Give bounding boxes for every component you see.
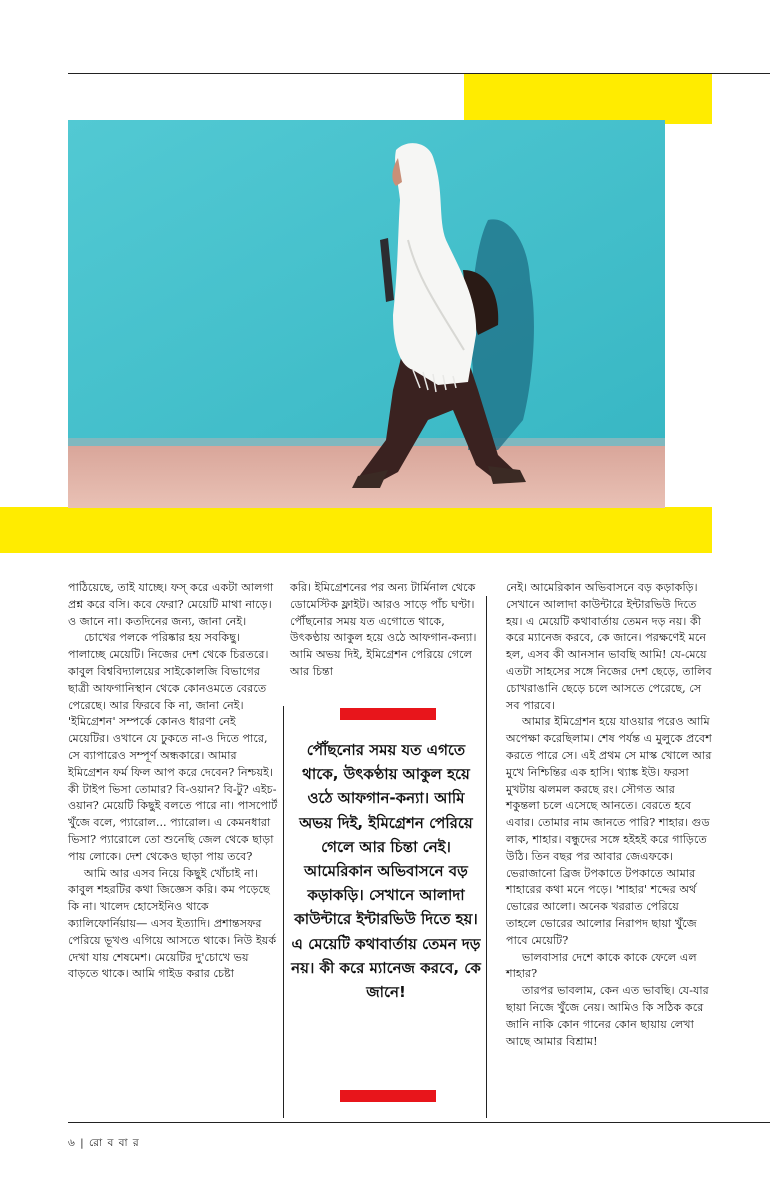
pullquote-bar-bottom xyxy=(340,1090,436,1102)
column3-paragraph-1: নেই। আমেরিকান অভিবাসনে বড় কড়াকড়ি। সেখানে আলাদা কাউন্টারে ইন্টারভিউ দিতে হয়। এ মেয়েটি কথাবার্তায় তেমন দড় নয়। কী করে ম্যানেজ করবে, কে জানে। পরক্ষণেই মনে হল, এসব কী আনসান ভাবছি আমি! যে-মেয়ে এতটা সাহসের সঙ্গে নিজের দেশ ছেড়ে, তালিব চোখরাঙানি ছেড়ে চলে আসতে পেরেছে, সে সব পারবে। xyxy=(506,581,712,712)
woman-walking-photo xyxy=(68,120,665,508)
page-folio: ৬ | রো ব বা র xyxy=(68,1137,140,1149)
pullquote: পৌঁছনোর সময় যত এগতে থাকে, উৎকণ্ঠায় আকুল হয়ে ওঠে আফগান-কন্যা। আমি অভয় দিই, ইমিগ্রেশন পেরিয়ে গেলে আর চিন্তা নেই। আমেরিকান অভিবাসনে বড় কড়াকড়ি। সেখানে আলাদা কাউন্টারে ইন্টারভিউ দিতে হয়। এ মেয়েটি কথাবার্তায় তেমন দড় নয়। কী করে ম্যানেজ করবে, কে জানে! xyxy=(291,741,481,1002)
pullquote-bar-top xyxy=(340,708,436,720)
yellow-accent-top xyxy=(464,74,712,124)
column1-paragraph-1: পাঠিয়েছে, তাই যাচ্ছে। ফস্ করে একটা আলগা প্রশ্ন করে বসি। কবে ফেরা? মেয়েটি মাথা নাড়ে। ও জানে না। কতদিনের জন্য, জানা নেই। xyxy=(68,581,274,628)
yellow-accent-bottom xyxy=(0,507,712,553)
column3-paragraph-2: আমার ইমিগ্রেশন হয়ে যাওয়ার পরেও আমি অপেক্ষা করেছিলাম। শেষ পর্যন্ত এ মুলুকে প্রবেশ করতে পারে সে। এই প্রথম সে মাস্ক খোলে আর মুখে নিশ্চিন্তির এক হাসি। থ্যাঙ্ক ইউ। ফরসা মুখটায় ঝলমল করছে রং। সৌগত আর শকুন্তলা চলে এসেছে আনতে। বেরতে হবে এবার। তোমার নাম জানতে পারি? শাহার। গুড লাক, শাহার। বন্ধুদের সঙ্গে হইহই করে গাড়িতে উঠি। তিন বছর পর আবার জেএফকে। ভেরাজানো ব্রিজ টপকাতে টপকাতে আমার শাহারের কথা মনে পড়ে। 'শাহার' শব্দের অর্থ ভোরের আলো। অনেক খররাত পেরিয়ে তাহলে ভোরের আলোর নিরাপদ ছায়া খুঁজে পাবে মেয়েটি? xyxy=(506,715,712,947)
text-column-3 xyxy=(506,580,712,1050)
column2-paragraph-1: করি। ইমিগ্রেশনের পর অন্য টার্মিনাল থেকে ডোমেস্টিক ফ্লাইট। আরও সাড়ে পাঁচ ঘণ্টা। পৌঁছনোর সময় যত এগোতে থাকে, উৎকণ্ঠায় আকুল হয়ে ওঠে আফগান-কন্যা। আমি অভয় দিই, ইমিগ্রেশন পেরিয়ে গেলে আর চিন্তা xyxy=(290,581,477,678)
column3-paragraph-4: তারপর ভাবলাম, কেন এত ভাবছি। যে-যার ছায়া নিজে খুঁজে নেয়। আমিও কি সঠিক করে জানি নাকি কোন গানের কোন ছায়ায় লেখা আছে আমার বিশ্রাম! xyxy=(506,984,709,1048)
column3-paragraph-3: ভালবাসার দেশে কাকে কাকে ফেলে এল শাহার? xyxy=(506,950,697,981)
bottom-rule xyxy=(68,1122,770,1123)
column1-paragraph-3: আমি আর এসব নিয়ে কিছুই খোঁচাই না। কাবুল শহরটির কথা জিজ্ঞেস করি। কম পড়েছে কি না। খালেদ হোসেইনিও থাকে ক্যালিফোর্নিয়ায়— এসব ইত্যাদি। প্রশান্তসফর পেরিয়ে ভূখণ্ড এগিয়ে আসতে থাকে। নিউ ইয়র্ক দেখা যায় শেষমেশ। মেয়েটির দু'চোখে ভয় বাড়তে থাকে। আমি গাইড করার চেষ্টা xyxy=(68,866,277,981)
text-column-2 xyxy=(290,580,480,681)
column-divider-2 xyxy=(486,596,487,1118)
column1-paragraph-2: চোখের পলকে পরিষ্কার হয় সবকিছু। পালাচ্ছে মেয়েটি। নিজের দেশ থেকে চিরতরে। কাবুল বিশ্ববিদ্যালয়ের সাইকোলজি বিভাগের ছাত্রী আফগানিস্থান থেকে কোনওমতে বেরতে পেরেছে। আর ফিরবে কি না, জানা নেই। 'ইমিগ্রেশন' সম্পর্কে কোনও ধারণা নেই মেয়েটির। ওখানে যে ঢুকতে না-ও দিতে পারে, সে ব্যাপারেও সম্পূর্ণ অন্ধকারে। আমার ইমিগ্রেশন ফর্ম ফিল আপ করে দেবেন? নিশ্চয়ই। কী টাইপ ভিসা তোমার? বি-ওয়ান? বি-টু? এইচ-ওয়ান? মেয়েটি কিছুই বলতে পারে না। পাসপোর্ট খুঁজে বলে, প্যারোল... প্যারোল। এ কেমনধারা ভিসা? প্যারোলে তো শুনেছি জেল থেকে ছাড়া পায় লোকে। দেশ থেকেও ছাড়া পায় তবে? xyxy=(68,631,278,863)
column-divider-1 xyxy=(283,706,284,1118)
text-column-1 xyxy=(68,580,278,983)
